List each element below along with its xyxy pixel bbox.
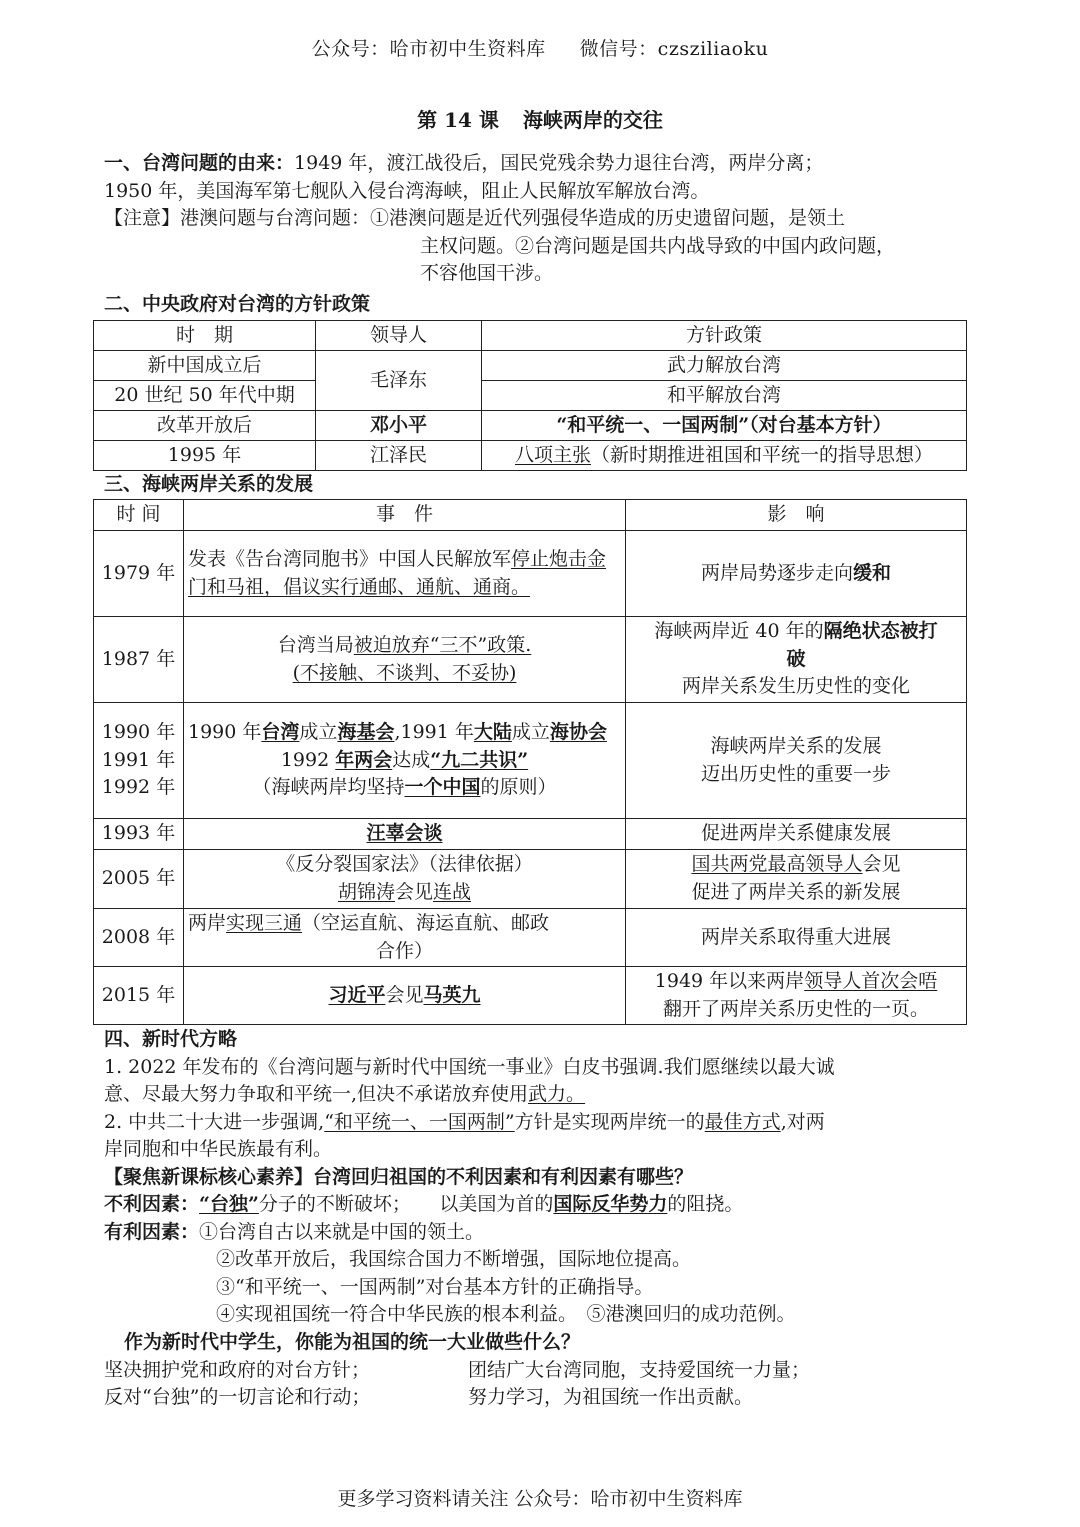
note-text: ①港澳问题是近代列强侵华造成的历史遗留问题，是领土 [370,207,846,230]
header-wechat: 微信号：czsziliaoku [579,38,769,60]
table-row [94,909,967,967]
section-origin [104,150,974,288]
policy-table [93,320,967,471]
unfavorable-factors: 不利因素：“台独”分子的不断破坏； 以美国为首的国际反华势力的阻挠。 [104,1193,744,1216]
table-header: 时 期 [94,321,316,351]
table-row [94,441,967,471]
table-cell: 邓小平 [316,411,482,441]
table-row [94,967,967,1025]
paragraph-text: 意、尽最大努力争取和平统一,但决不承诺放弃使用 [104,1083,529,1106]
table-row [94,411,967,441]
section-new-era: 四、新时代方略 1. 2022 年发布的《台湾问题与新时代中国统一事业》白皮书强调.我们愿继续以最大诚 意、尽最大努力争取和平统一,但决不承诺放弃使用武力。 2. 中共二十大进一步强调,“和平统一、一国两制”方针是实现两岸统一的最佳方式,对两 岸同胞和中华民族最有利。 【聚焦新课标核心素养】台湾回归祖国的不利因素和有利因素有哪些？ 不利因素：“台独”分子的不断破坏； 以美国为首的国际反华势力的阻挠。 有利因素：①台湾自古以来就是中国的领土。 ②改革开放后，我国综合国力不断增强，国际地位提高。 ③“和平统一、一国两制”对台基本方针的正确指导。 ④实现祖国统一符合中华民族的根本利益。 ⑤港澳回归的成功范例。 作为新时代中学生，你能为祖国的统一大业做些什么？ 坚决拥护党和政府的对台方针； 团结广大台湾同胞，支持爱国统一力量； 反对“台独”的一切言论和行动； 努力学习，为祖国统一作出贡献。 [104,1026,984,1412]
answer-item: 坚决拥护党和政府的对台方针； [104,1358,371,1381]
table-header: 事 件 [184,500,626,531]
table-header-row [94,321,967,351]
favorable-item: ④实现祖国统一符合中华民族的根本利益。 ⑤港澳回归的成功范例。 [216,1303,796,1326]
section-heading: 二、中央政府对台湾的方针政策 [104,293,371,315]
table-cell: “和平统一、一国两制”（对台基本方针） [482,411,967,441]
section-heading: 四、新时代方略 [104,1028,238,1050]
table-row [94,351,967,381]
event-cell: 1990 年台湾成立海基会,1991 年大陆成立海协会 1992 年两会达成“九二共识” （海峡两岸均坚持一个中国的原则） [184,703,626,819]
favorable-item: ③“和平统一、一国两制”对台基本方针的正确指导。 [216,1275,654,1298]
table-cell: 八项主张（新时期推进祖国和平统一的指导思想） [482,441,967,471]
table-header-row [94,500,967,531]
year-cell: 2005 年 [94,850,184,909]
table-row [94,819,967,850]
table-cell: 毛泽东 [316,351,482,411]
paragraph-text: 1950 年，美国海军第七舰队入侵台湾海峡，阻止人民解放军解放台湾。 [104,179,710,202]
section-heading: 三、海峡两岸关系的发展 [104,473,314,495]
table-row [94,531,967,617]
paragraph-text: 1. 2022 年发布的《台湾问题与新时代中国统一事业》白皮书强调.我们愿继续以最大诚 [104,1055,835,1078]
page-header [0,36,1080,64]
year-cell: 1987 年 [94,617,184,703]
impact-cell: 海峡两岸关系的发展 迈出历史性的重要一步 [626,703,967,819]
paragraph-text: 岸同胞和中华民族最有利。 [104,1138,333,1161]
favorable-factors: 有利因素：①台湾自古以来就是中国的领土。 [104,1220,485,1243]
note-text: 不容他国干涉。 [420,262,554,285]
event-cell: 习近平会见马英九 [184,967,626,1025]
lesson-title [0,106,1080,135]
table-cell: 改革开放后 [94,411,316,441]
relations-table [93,499,967,1025]
focus-question: 【聚焦新课标核心素养】台湾回归祖国的不利因素和有利因素有哪些？ [104,1165,694,1188]
table-cell: 新中国成立后 [94,351,316,381]
table-cell: 江泽民 [316,441,482,471]
year-cell: 1993 年 [94,819,184,850]
note-text: 主权问题。②台湾问题是国共内战导致的中国内政问题， [420,234,896,257]
impact-cell: 海峡两岸近 40 年的隔绝状态被打 破 两岸关系发生历史性的变化 [626,617,967,703]
event-cell: 发表《告台湾同胞书》中国人民解放军停止炮击金门和马祖，倡议实行通邮、通航、通商。 [184,531,626,617]
section-heading: 一、台湾问题的由来： [104,152,295,174]
lesson-name: 海峡两岸的交往 [522,108,663,132]
impact-cell: 促进两岸关系健康发展 [626,819,967,850]
answer-item: 反对“台独”的一切言论和行动； [104,1386,371,1409]
table-header: 时 间 [94,500,184,531]
answer-item: 团结广大台湾同胞，支持爱国统一力量； [468,1358,811,1381]
year-cell: 2008 年 [94,909,184,967]
impact-cell: 1949 年以来两岸领导人首次会唔 翻开了两岸关系历史性的一页。 [626,967,967,1025]
paragraph-text: 1949 年，渡江战役后，国民党残余势力退往台湾，两岸分离； [294,152,824,174]
lesson-number: 第 14 课 [417,108,499,132]
table-row [94,381,967,411]
table-cell: 1995 年 [94,441,316,471]
impact-cell: 两岸局势逐步走向缓和 [626,531,967,617]
page-footer: 更多学习资料请关注 公众号：哈市初中生资料库 [337,1488,743,1510]
header-account: 公众号：哈市初中生资料库 [311,38,546,60]
event-cell: 《反分裂国家法》（法律依据） 胡锦涛会见连战 [184,850,626,909]
event-cell: 两岸实现三通（空运直航、海运直航、邮政 合作） [184,909,626,967]
table-cell: 武力解放台湾 [482,351,967,381]
impact-cell: 两岸关系取得重大进展 [626,909,967,967]
event-cell: 台湾当局被迫放弃“三不”政策. (不接触、不谈判、不妥协) [184,617,626,703]
table-row [94,850,967,909]
year-cell: 1979 年 [94,531,184,617]
event-cell: 汪辜会谈 [184,819,626,850]
year-cell: 1990 年 1991 年 1992 年 [94,703,184,819]
table-header: 领导人 [316,321,482,351]
table-row [94,703,967,819]
student-question: 作为新时代中学生，你能为祖国的统一大业做些什么？ [124,1331,581,1354]
table-row [94,617,967,703]
table-header: 影 响 [626,500,967,531]
table-cell: 和平解放台湾 [482,381,967,411]
table-header: 方针政策 [482,321,967,351]
note-label: 【注意】港澳问题与台湾问题： [104,207,371,230]
impact-cell: 国共两党最高领导人会见 促进了两岸关系的新发展 [626,850,967,909]
table-cell: 20 世纪 50 年代中期 [94,381,316,411]
answer-item: 努力学习，为祖国统一作出贡献。 [468,1386,754,1409]
year-cell: 2015 年 [94,967,184,1025]
favorable-item: ②改革开放后，我国综合国力不断增强，国际地位提高。 [216,1248,692,1271]
